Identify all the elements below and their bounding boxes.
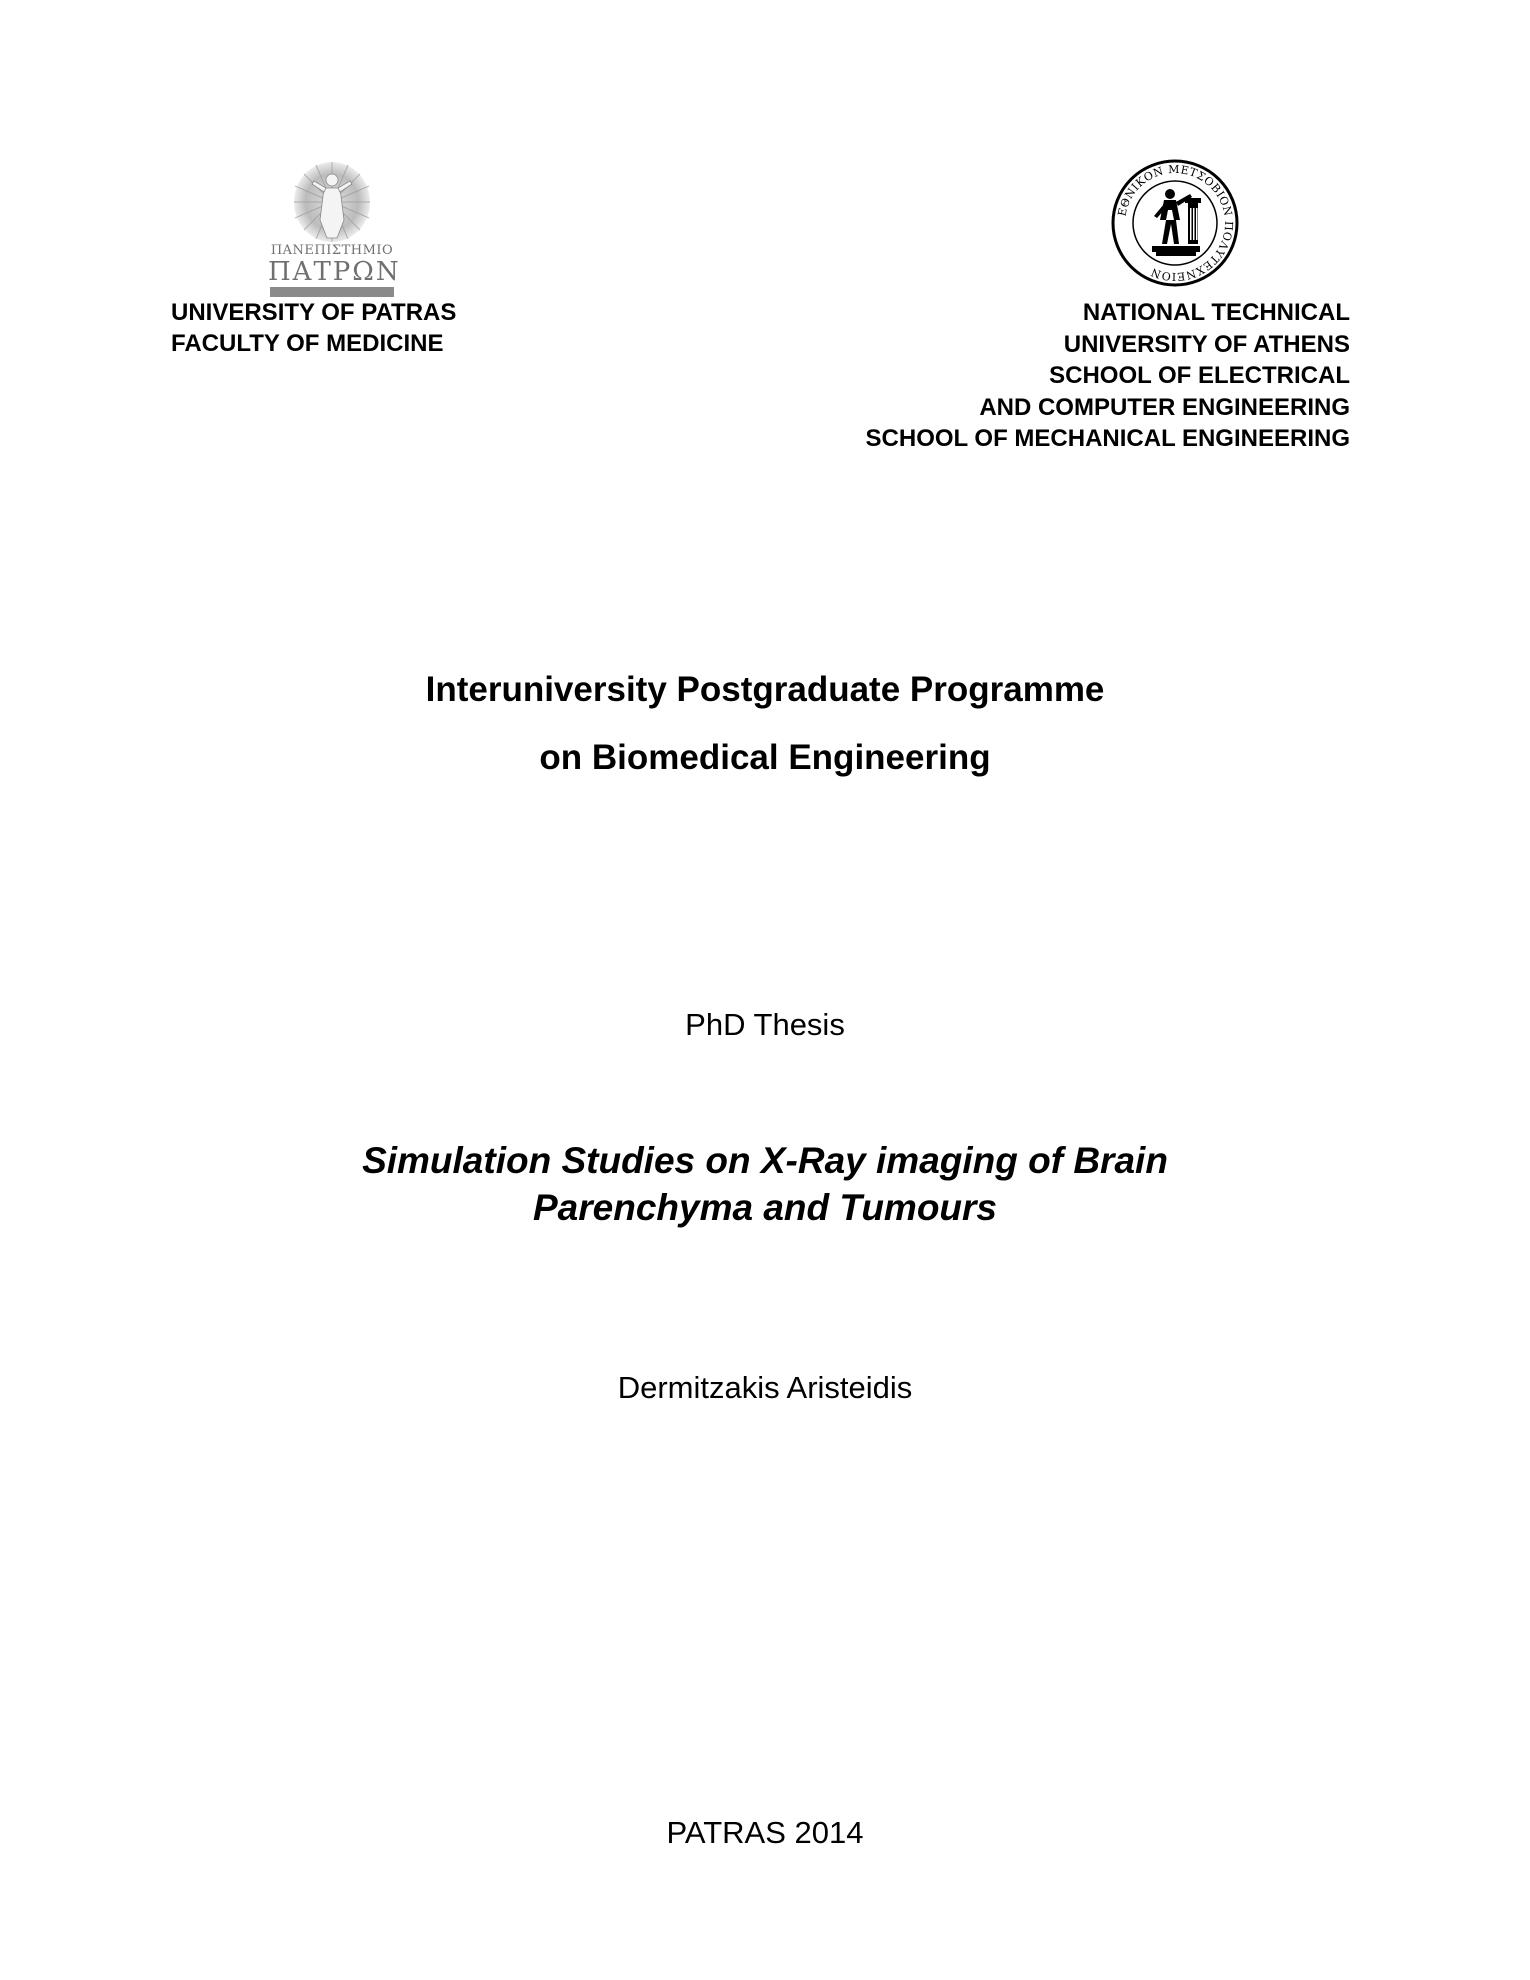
programme-line-1: Interuniversity Postgraduate Programme: [425, 670, 1105, 709]
patras-wordmark-top: ΠΑΝΕΠΙΣΤΗΜΙΟ: [270, 243, 394, 258]
institution-right-line-3: SCHOOL OF ELECTRICAL: [1049, 362, 1350, 389]
ntua-seal-ring-text: ΕΘΝΙΚΟΝ ΜΕΤΣΟΒΙΟΝ ΠΟΛΥΤΕΧΝΕΙΟΝ: [1115, 162, 1236, 284]
patras-wordmark-band: [270, 287, 394, 297]
thesis-title-line-1: Simulation Studies on X-Ray imaging of Brain: [362, 1140, 1168, 1181]
institution-left-line-2: FACULTY OF MEDICINE: [171, 330, 444, 357]
thesis-title: [0, 1137, 1530, 1231]
programme-heading: [0, 656, 1530, 792]
university-of-patras-logo: [268, 160, 401, 290]
patras-wordmark-main: ΠΑΤΡΩΝ: [268, 257, 401, 287]
institution-right-line-4: AND COMPUTER ENGINEERING: [979, 393, 1350, 421]
institution-right-line-2: UNIVERSITY OF ATHENS: [1063, 330, 1350, 358]
programme-line-2: on Biomedical Engineering: [539, 738, 991, 777]
patras-wordmark: [268, 243, 401, 297]
place-year: PATRAS 2014: [666, 1815, 864, 1850]
document-type: PhD Thesis: [685, 1007, 845, 1042]
institution-right-line-1: NATIONAL TECHNICAL: [1082, 299, 1350, 326]
patras-emblem-icon: [290, 160, 374, 244]
thesis-title-line-2: Parenchyma and Tumours: [532, 1187, 998, 1228]
institution-left-line-1: UNIVERSITY OF PATRAS: [171, 299, 457, 326]
institution-right-line-5: SCHOOL OF MECHANICAL ENGINEERING: [865, 425, 1350, 452]
institution-left: [171, 297, 456, 359]
institution-right: [866, 297, 1350, 455]
ntua-seal-icon: [1110, 158, 1240, 288]
author-name: Dermitzakis Aristeidis: [617, 1370, 913, 1405]
